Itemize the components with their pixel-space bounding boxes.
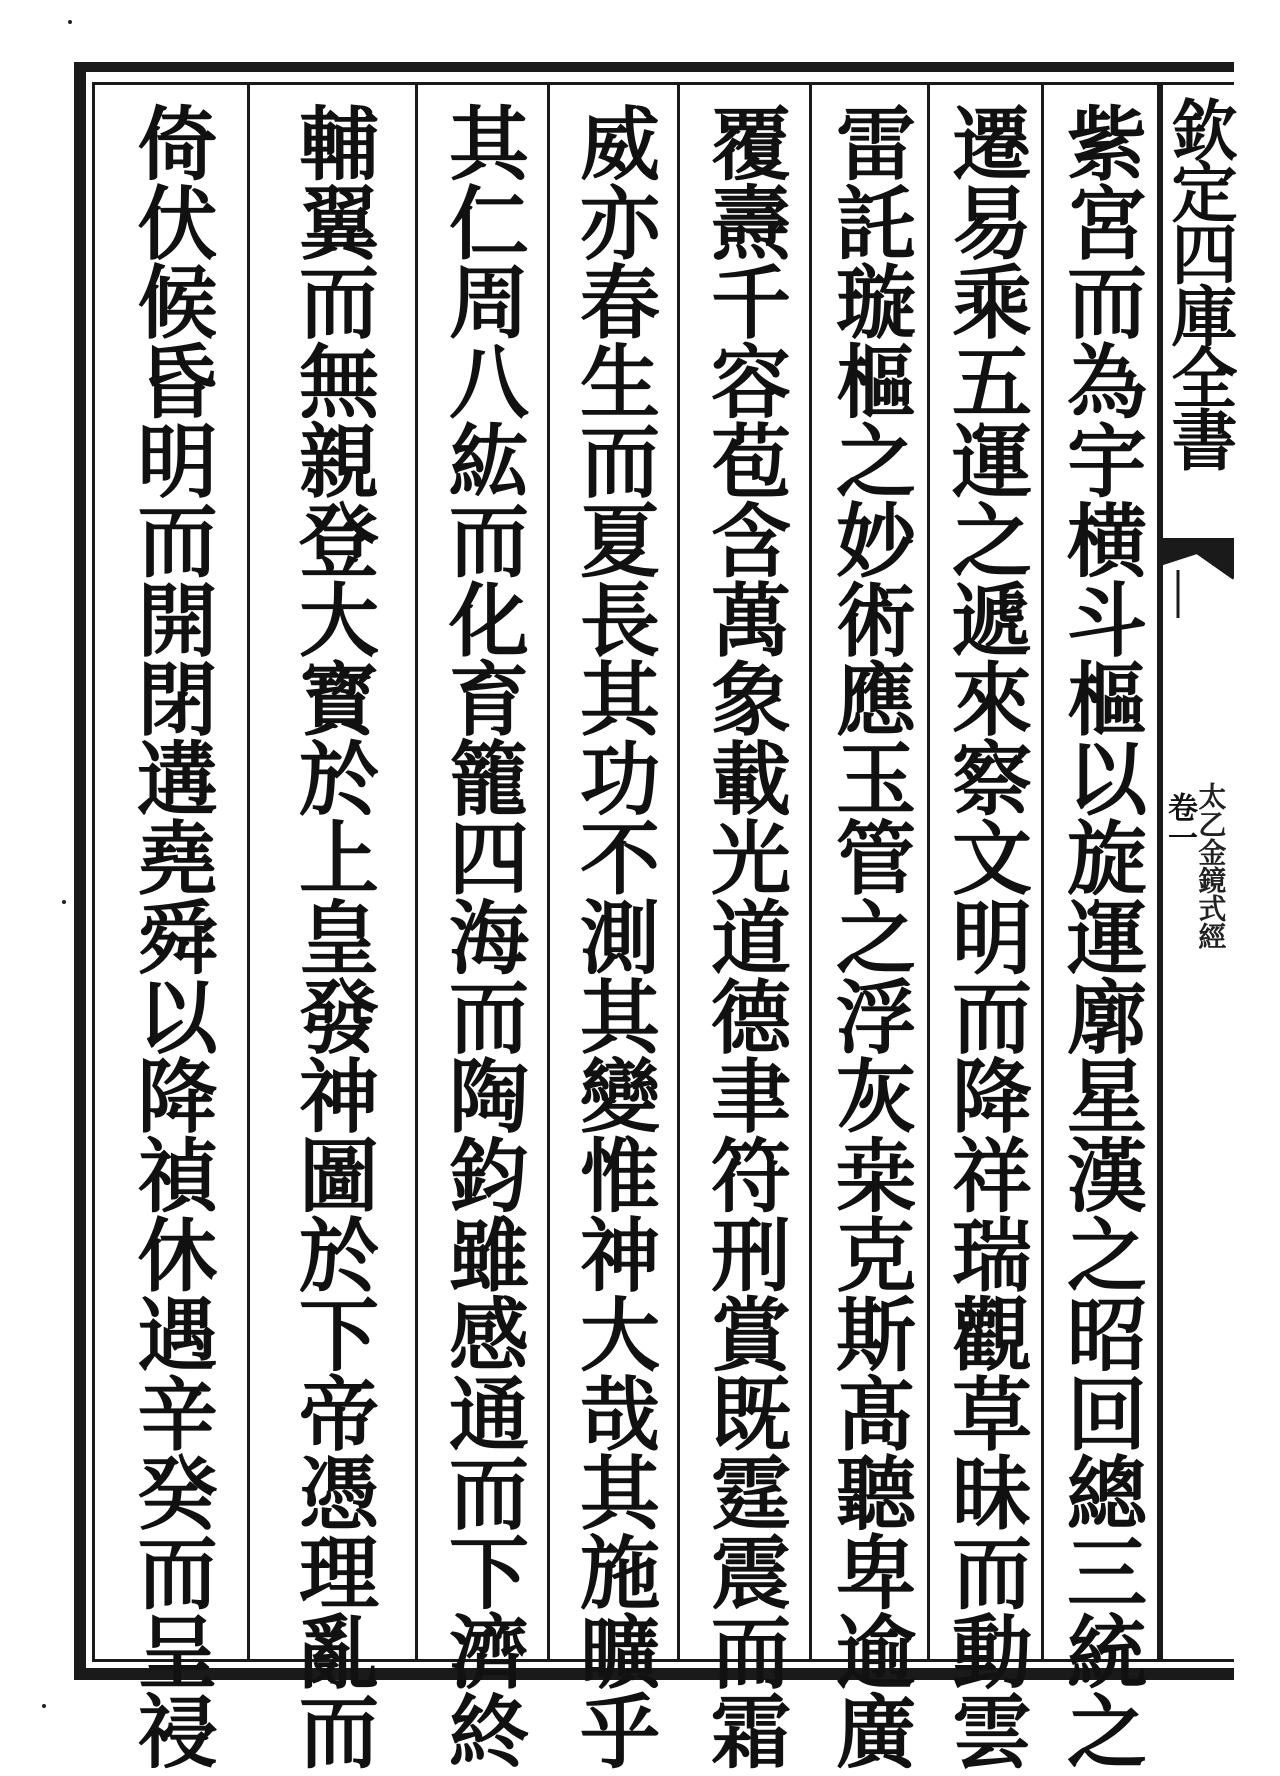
text-column-6 [418, 82, 550, 1770]
scan-speck [62, 900, 66, 904]
page-margin-column [1160, 82, 1238, 1662]
column-text-2: 遷易乘五運之遞來察文明而降祥瑞觀草昧而動雲 [938, 102, 1033, 1770]
text-column-7 [250, 82, 418, 1770]
book-series-title: 欽定四庫全書 [1160, 96, 1238, 468]
text-column-5 [550, 82, 680, 1770]
text-column-2 [930, 82, 1044, 1770]
text-column-8 [95, 82, 250, 1770]
book-title: 太乙金鏡式經 [1194, 782, 1228, 950]
volume-label: 卷一 [1162, 792, 1197, 852]
scan-speck [68, 20, 72, 24]
text-column-3 [812, 82, 930, 1770]
column-text-8: 倚伏候昏明而開閉遘堯舜以降禎休遇辛癸而呈祲 [124, 102, 218, 1770]
column-text-5: 威亦春生而夏長其功不測其變惟神大哉其施曠乎 [566, 102, 661, 1770]
column-text-7: 輔翼而無親登大寳於上皇發神圖於下帝憑理亂而 [285, 102, 380, 1770]
text-column-1 [1044, 82, 1160, 1770]
scan-speck [42, 1704, 46, 1708]
column-text-4: 覆燾千容苞含萬象載光道德聿符刑賞既霆震而霜 [697, 102, 792, 1770]
column-text-6: 其仁周八紘而化育籠四海而陶鈞雖感通而下濟終 [435, 102, 530, 1770]
fishtail-mark-icon [1160, 538, 1234, 618]
column-text-3: 雷託璇樞之妙術應玉管之浮灰桒克斯髙聽卑逾廣 [822, 102, 917, 1770]
text-column-4 [680, 82, 812, 1770]
column-text-1: 紫宮而為宇横斗樞以旋運廓星漢之昭回總三統之 [1053, 102, 1148, 1770]
